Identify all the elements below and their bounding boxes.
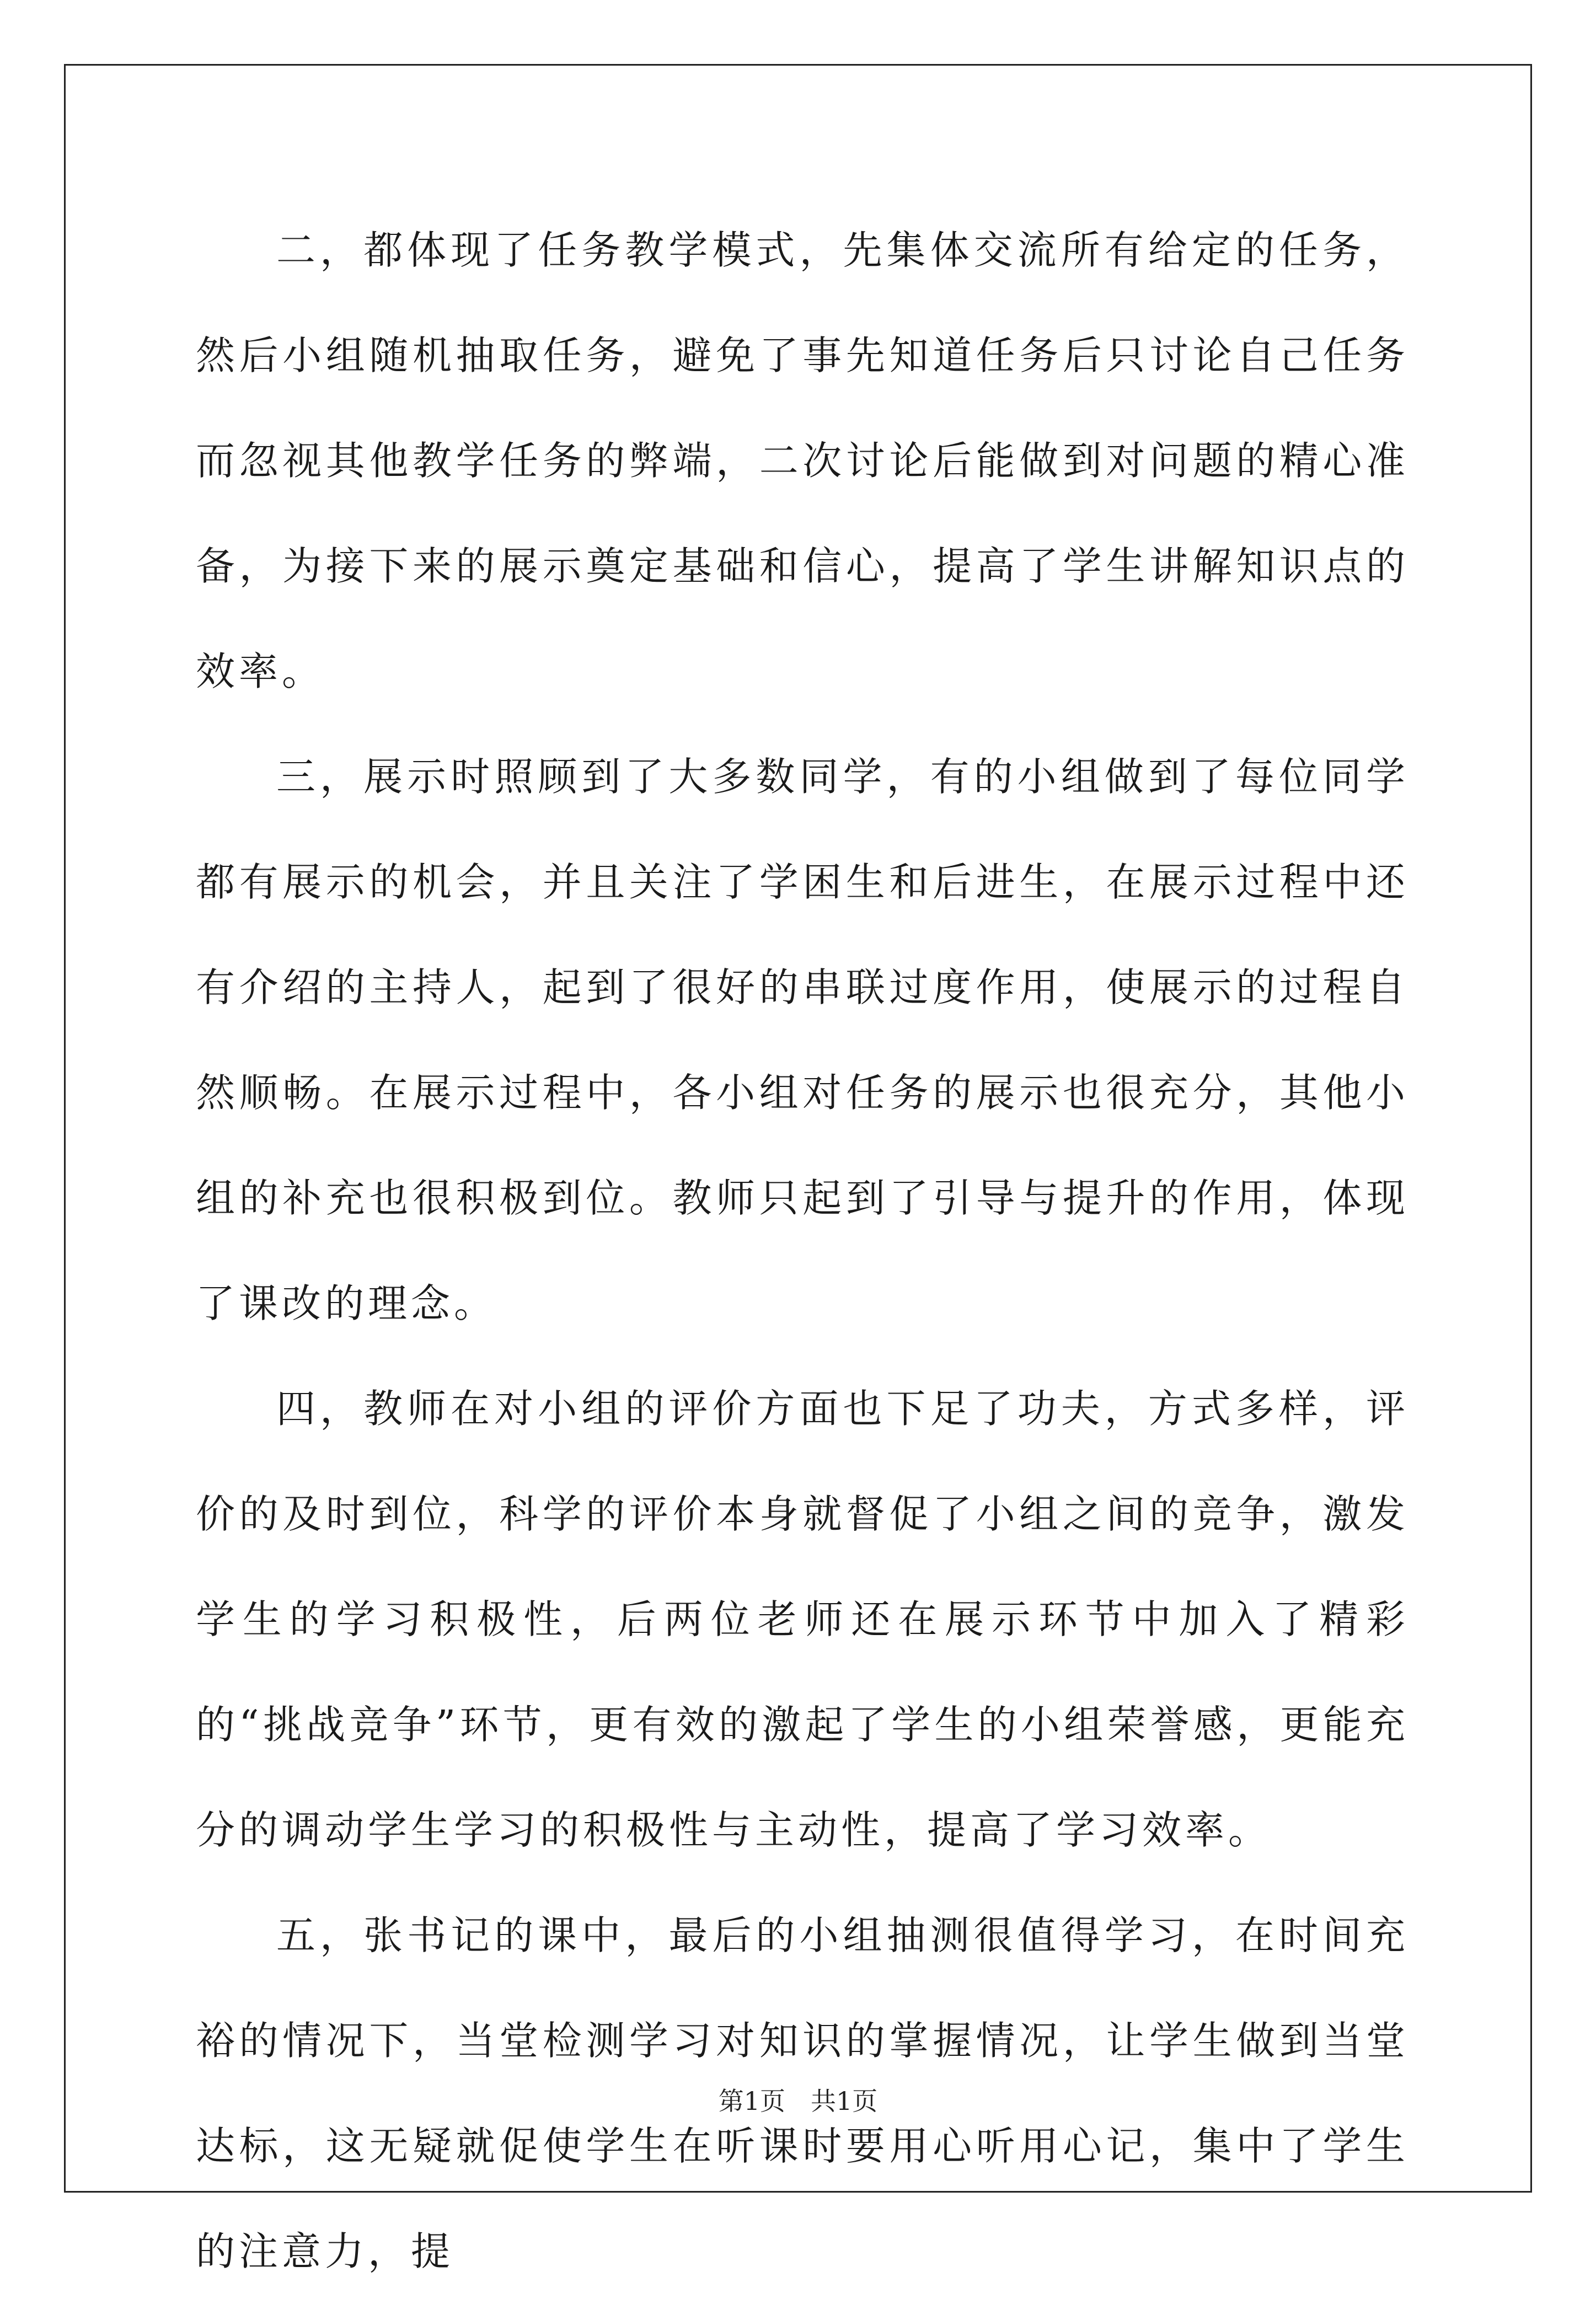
page-number: 第1页 xyxy=(718,2086,785,2116)
paragraph-2: 二，都体现了任务教学模式，先集体交流所有给定的任务，然后小组随机抽取任务，避免了事先知道任务后只讨论自己任务而忽视其他教学任务的弊端，二次讨论后能做到对问题的精心准备，为接下来的展示奠定基础和信心，提高了学生讲解知识点的效率。 xyxy=(196,227,1409,694)
paragraph-3: 三，展示时照顾到了大多数同学，有的小组做到了每位同学都有展示的机会，并且关注了学困生和后进生，在展示过程中还有介绍的主持人，起到了很好的串联过度作用，使展示的过程自然顺畅。在展示过程中，各小组对任务的展示也很充分，其他小组的补充也很积极到位。教师只起到了引导与提升的作用，体现了课改的理念。 xyxy=(196,754,1409,1326)
paragraph-5: 五，张书记的课中，最后的小组抽测很值得学习，在时间充裕的情况下，当堂检测学习对知识的掌握情况，让学生做到当堂达标，这无疑就促使学生在听课时要用心听用心记，集中了学生的注意力，提 xyxy=(196,1912,1409,2274)
page-total: 共1页 xyxy=(811,2086,878,2116)
paragraph-4: 四，教师在对小组的评价方面也下足了功夫，方式多样，评价的及时到位，科学的评价本身就督促了小组之间的竞争，激发学生的学习积极性，后两位老师还在展示环节中加入了精彩的“挑战竞争”环节，更有效的激起了学生的小组荣誉感，更能充分的调动学生学习的积极性与主动性，提高了学习效率。 xyxy=(196,1386,1409,1853)
document-body xyxy=(196,197,1409,2304)
page-footer xyxy=(0,2085,1596,2118)
